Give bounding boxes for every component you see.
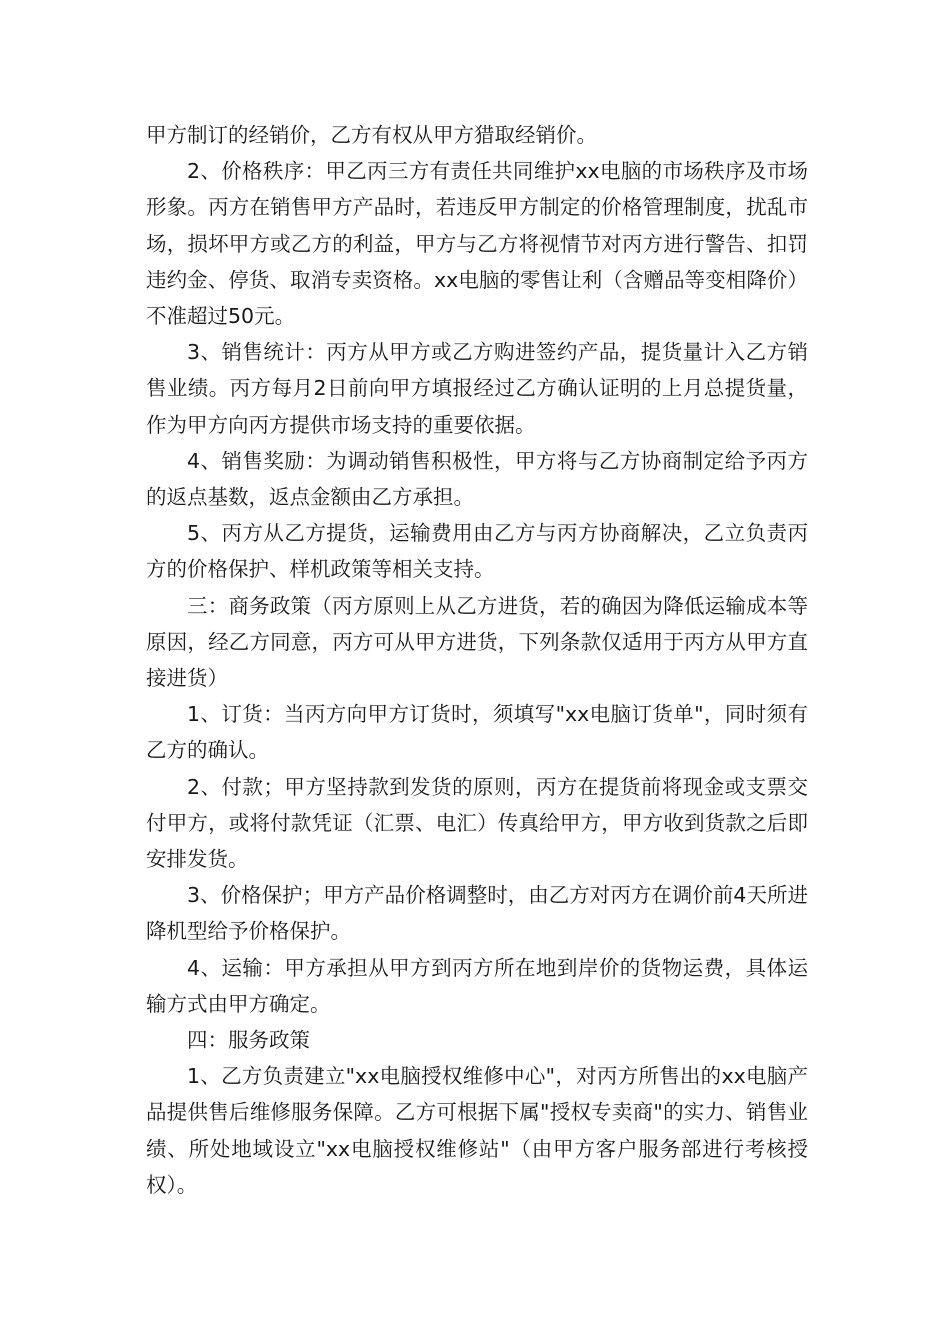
paragraph-pickup-transport: 5、丙方从乙方提货，运输费用由乙方与丙方协商解决，乙立负责丙方的价格保护、样机政策等相关支持。 — [146, 521, 808, 582]
paragraph-sales-statistics: 3、销售统计：丙方从甲方或乙方购进签约产品，提货量计入乙方销售业绩。丙方每月2日前向甲方填报经过乙方确认证明的上月总提货量，作为甲方向丙方提供市场支持的重要依据。 — [146, 340, 808, 437]
paragraph-price-protection: 3、价格保护；甲方产品价格调整时，由乙方对丙方在调价前4天所进降机型给予价格保护。 — [146, 883, 808, 944]
paragraph-sales-reward: 4、销售奖励：为调动销售积极性，甲方将与乙方协商制定给予丙方的返点基数，返点金额由乙方承担。 — [146, 448, 808, 510]
section-heading-service-policy: 四：服务政策 — [187, 1028, 310, 1053]
paragraph-price-continuation: 甲方制订的经销价，乙方有权从甲方猎取经销价。 — [146, 123, 597, 147]
paragraph-ordering: 1、订货：当丙方向甲方订货时，须填写"xx电脑订货单"，同时须有乙方的确认。 — [146, 702, 808, 763]
document-body — [146, 117, 808, 1203]
paragraph-payment: 2、付款；甲方坚持款到发货的原则，丙方在提货前将现金或支票交付甲方，或将付款凭证（汇票、电汇）传真给甲方，甲方收到货款之后即安排发货。 — [146, 774, 808, 872]
paragraph-repair-center: 1、乙方负责建立"xx电脑授权维修中心"，对丙方所售出的xx电脑产品提供售后维修服务保障。乙方可根据下属"授权专卖商"的实力、销售业绩、所处地域设立"xx电脑授权维修站"（由甲方客户服务部进行考核授权）。 — [146, 1064, 808, 1197]
paragraph-price-order: 2、价格秩序：甲乙丙三方有责任共同维护xx电脑的市场秩序及市场形象。丙方在销售甲方产品时，若违反甲方制定的价格管理制度，扰乱市场，损坏甲方或乙方的利益，甲方与乙方将视情节对丙方进行警告、扣罚违约金、停货、取消专卖资格。xx电脑的零售让利（含赠品等变相降价）不准超过50元。 — [146, 159, 808, 329]
paragraph-transport: 4、运输：甲方承担从甲方到丙方所在地到岸价的货物运费，具体运输方式由甲方确定。 — [146, 955, 808, 1016]
section-heading-business-policy: 三：商务政策（丙方原则上从乙方进货，若的确因为降低运输成本等原因，经乙方同意，丙方可从甲方进货，下列条款仅适用于丙方从甲方直接进货） — [146, 593, 808, 691]
